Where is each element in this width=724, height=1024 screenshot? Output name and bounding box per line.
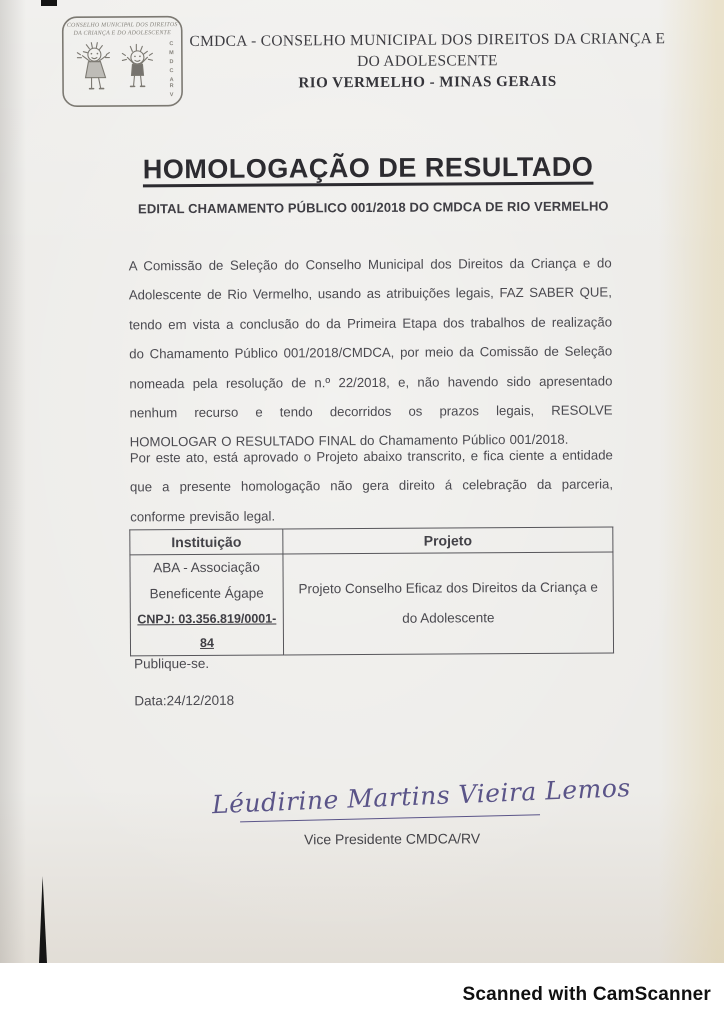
- paragraph-line: do Chamamento Público 001/2018/CMDCA, por meio da Comissão de Seleção: [129, 343, 613, 362]
- paragraph-2: [130, 440, 614, 531]
- signer-role: Vice Presidente CMDCA/RV: [304, 830, 481, 848]
- result-table: [129, 526, 614, 656]
- project-cell: [283, 552, 614, 655]
- document-subtitle: EDITAL CHAMAMENTO PÚBLICO 001/2018 DO CMDCA DE RIO VERMELHO: [137, 198, 609, 217]
- children-drawing-icon: [61, 15, 184, 108]
- table-header-row: [130, 527, 613, 555]
- logo-side-cmdca: CMDCA: [168, 41, 175, 87]
- institution-name-line2: Beneficente Ágape: [149, 585, 264, 602]
- camscanner-watermark: Scanned with CamScanner: [462, 984, 711, 1005]
- handwritten-signature: Léudirine Martins Vieira Lemos: [211, 773, 632, 820]
- document-title: HOMOLOGAÇÃO DE RESULTADO: [142, 151, 594, 185]
- publish-order: Publique-se.: [134, 655, 210, 672]
- institution-cell: [130, 554, 284, 656]
- org-name-line2: DO ADOLESCENTE: [357, 52, 498, 71]
- paragraph-line: Por este ato, está aprovado o Projeto abaixo transcrito, e fica ciente a entidade: [129, 447, 613, 466]
- paragraph-line: nenhum recurso e tendo decorridos os prazos legais, RESOLVE: [129, 402, 613, 421]
- paragraph-line: tendo em vista a conclusão do da Primeira Etapa dos trabalhos de realização: [128, 314, 613, 333]
- paragraph-line: A Comissão de Seleção do Conselho Municipal dos Direitos da Criança e do: [128, 255, 612, 274]
- camscanner-footer: [0, 963, 724, 1024]
- paragraph-line: nomeada pela resolução de n.º 22/2018, e, não havendo sido apresentado: [129, 373, 613, 392]
- column-header-instituicao: Instituição: [130, 529, 283, 555]
- project-name-line1: Projeto Conselho Eficaz dos Direitos da Criança e: [298, 579, 598, 597]
- logo-side-rv: RV: [168, 83, 175, 102]
- table-row: [130, 552, 614, 656]
- paragraph-1: [129, 248, 613, 457]
- document-date: Data:24/12/2018: [134, 692, 235, 709]
- institution-cnpj: CNPJ: 03.356.819/0001-84: [137, 611, 277, 650]
- org-name-line1: CMDCA - CONSELHO MUNICIPAL DOS DIREITOS DA CRIANÇA E: [189, 30, 666, 51]
- paragraph-line: que a presente homologação não gera direito á celebração da parceria,: [129, 476, 614, 495]
- project-name-line2: do Adolescente: [402, 610, 495, 626]
- column-header-projeto: Projeto: [283, 527, 613, 554]
- paragraph-line: Adolescente de Rio Vermelho, usando as atribuições legais, FAZ SABER QUE,: [128, 284, 612, 303]
- org-location: RIO VERMELHO - MINAS GERAIS: [298, 73, 557, 92]
- logo-text-line1: CONSELHO MUNICIPAL DOS DIREITOS: [66, 22, 178, 29]
- paragraph-line: HOMOLOGAR O RESULTADO FINAL do Chamamento Público 001/2018.: [129, 432, 569, 450]
- logo-text-line2: DA CRIANÇA E DO ADOLESCENTE: [73, 30, 171, 37]
- institution-name-line1: ABA - Associação: [153, 559, 260, 576]
- paragraph-line: conforme previsão legal.: [130, 508, 276, 525]
- letterhead: [177, 28, 677, 95]
- cmdca-logo: [61, 15, 184, 108]
